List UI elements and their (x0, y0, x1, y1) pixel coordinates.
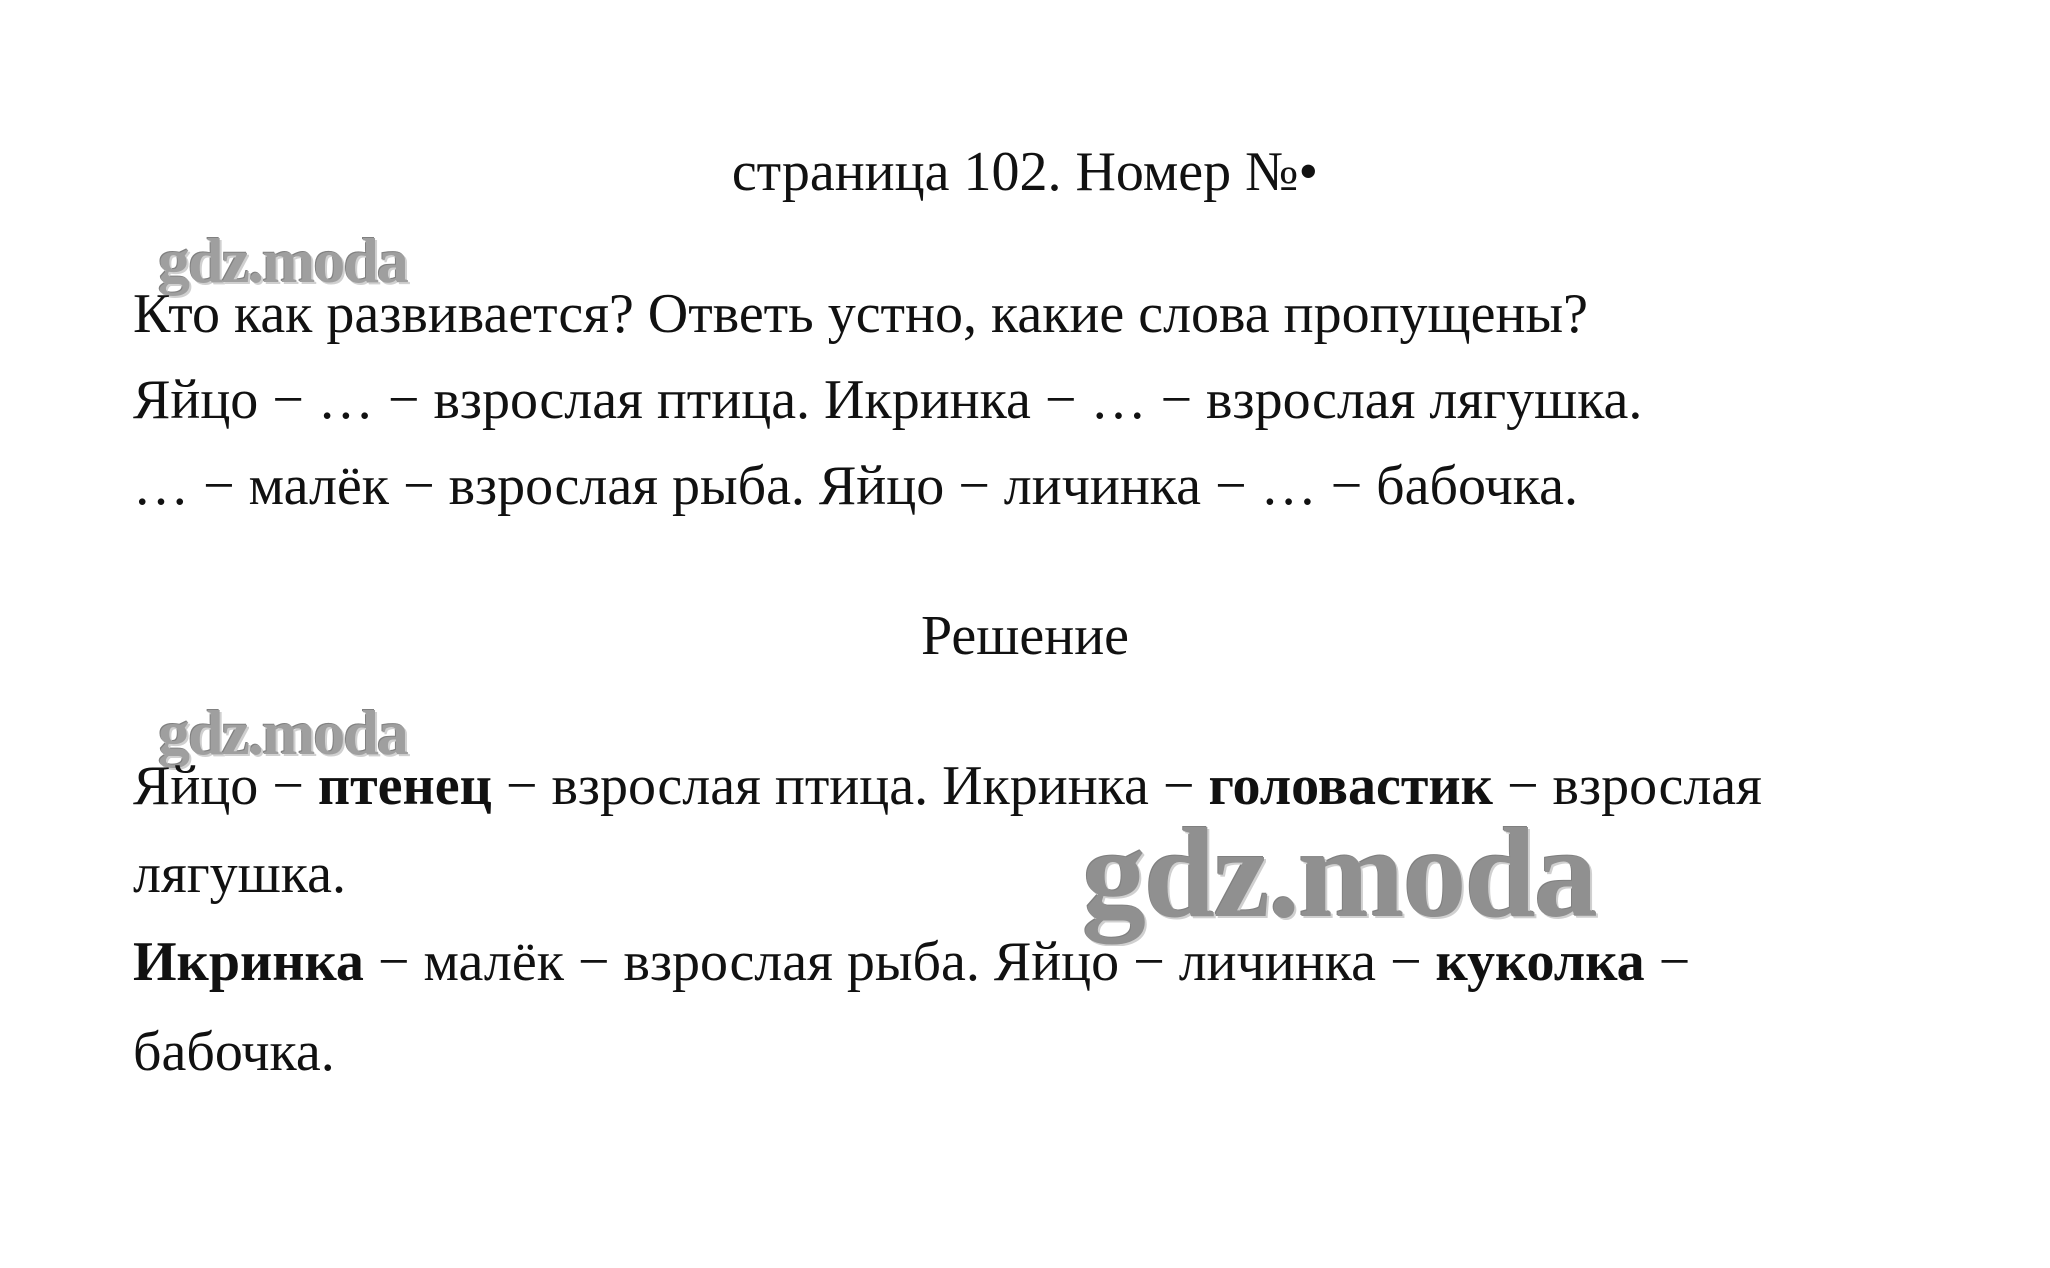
answer-line-2-cont: бабочка. (133, 1021, 335, 1083)
watermark-logo-large: gdz.moda (1082, 802, 1596, 944)
answer-text: − (1644, 931, 1691, 993)
answer-line-2 (133, 930, 1690, 994)
task-question: Кто как развивается? Ответь устно, какие слова пропущены? (133, 283, 1588, 345)
task-line-2: … − малёк − взрослая рыба. Яйцо − личинка − … − бабочка. (133, 455, 1578, 517)
answer-word-bold: головастик (1208, 755, 1493, 817)
answer-text: − взрослая (1492, 755, 1762, 817)
solution-heading: Решение (920, 605, 1130, 667)
answer-word-bold: птенец (317, 755, 492, 817)
task-line-1: Яйцо − … − взрослая птица. Икринка − … − взрослая лягушка. (133, 369, 1643, 431)
watermark-logo-top: gdz.moda (158, 225, 407, 296)
answer-word-bold: Икринка (133, 931, 364, 993)
answer-text: Яйцо − (133, 755, 318, 817)
watermark-logo-middle: gdz.moda (158, 697, 407, 768)
page-title: страница 102. Номер №• (731, 141, 1319, 203)
answer-word-bold: куколка (1435, 931, 1645, 993)
answer-text: − малёк − взрослая рыба. Яйцо − личинка − (363, 931, 1436, 993)
answer-text: − взрослая птица. Икринка − (491, 755, 1209, 817)
answer-line-1-cont: лягушка. (133, 843, 347, 905)
